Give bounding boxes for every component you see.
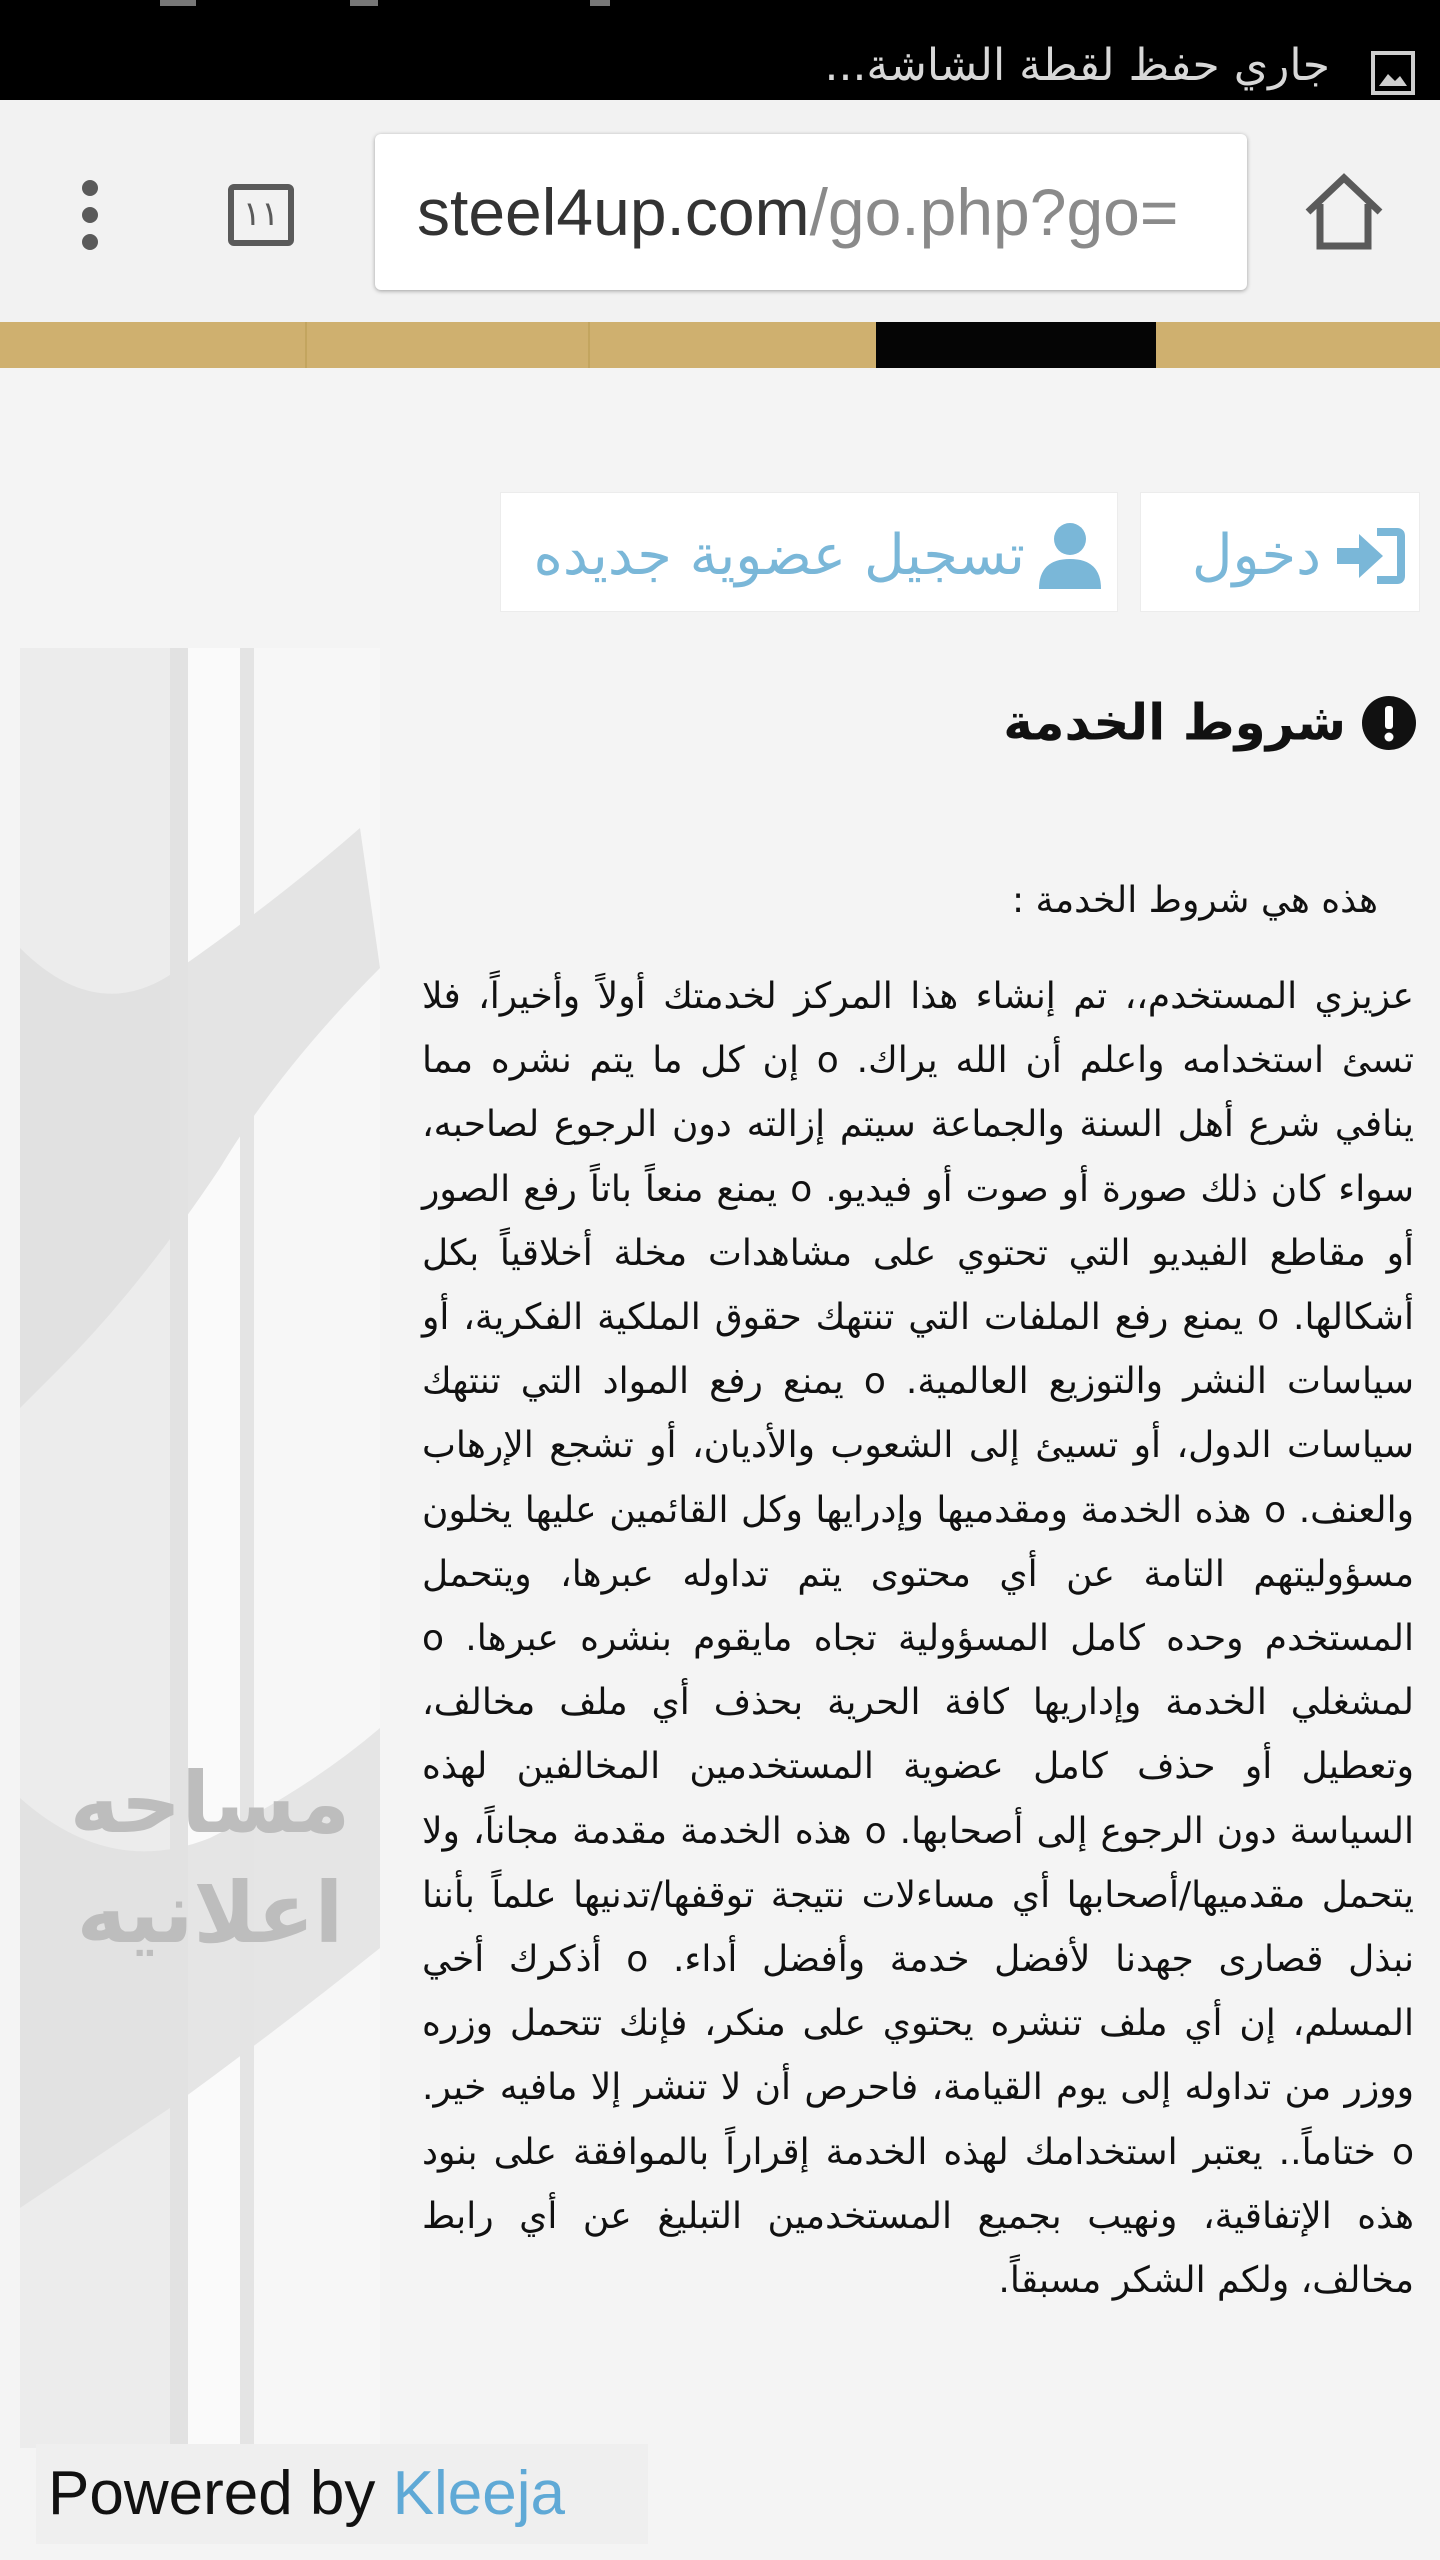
footer [36,2444,648,2544]
status-icons [160,0,660,10]
tab-switcher-button[interactable]: ١١ [228,184,294,246]
page-title [1003,690,1418,752]
ad-space [20,648,380,2448]
terms-body: عزيزي المستخدم،، تم إنشاء هذا المركز لخدمتك أولاً وأخيراً، فلا تسئ استخدامه واعلم أن الله يراك. o إن كل ما يتم نشره مما ينافي شرع أهل السنة والجماعة سيتم إزالته دون الرجوع لصاحبه، سواء كان ذلك صورة أو صوت أو فيديو. o يمنع منعاً باتاً رفع الصور أو مقاطع الفيديو التي تحتوي على مشاهدات مخلة أخلاقياً بكل أشكالها. o يمنع رفع الملفات التي تنتهك حقوق الملكية الفكرية، أو سياسات النشر والتوزيع العالمية. o يمنع رفع المواد التي تنتهك سياسات الدول، أو تسيئ إلى الشعوب والأديان، أو تشجع الإرهاب والعنف. o هذه الخدمة ومقدميها وإدرايها وكل القائمين عليها يخلون مسؤوليتهم التامة عن أي محتوى يتم تداوله عبرها، ويتحمل المستخدم وحده كامل المسؤولية تجاه مايقوم بنشره عبرها. o لمشغلي الخدمة وإداريها كافة الحرية بحذف أي ملف مخالف، وتعطيل أو حذف كامل عضوية المستخدمين المخالفين لهذه السياسة دون الرجوع إلى أصحابها. o هذه الخدمة مقدمة مجاناً، ولا يتحمل مقدميها/أصحابها أي مساءلات نتيجة توقفها/تدنيها علماً بأننا نبذل قصارى جهدنا لأفضل خدمة وأفضل أداء. o أذكرك أخي المسلم، إن أي ملف تنشره يحتوي على منكر، فإنك تتحمل وزره ووزر من تداوله إلى يوم القيامة، فاحرص أن لا تنشر إلا مافيه خير. o ختاماً.. يعتبر استخدامك لهذه الخدمة إقراراً بالموافقة على بنود هذه الإتفاقية، ونهيب بجميع المستخدمين التبليغ عن أي رابط مخالف، ولكم الشكر مسبقاً. [422,976,1415,2302]
home-icon[interactable] [1300,168,1388,256]
url-domain: steel4up.com [417,175,810,249]
ad-background-graphic [20,648,380,2448]
image-icon [1370,50,1416,96]
url-path: /go.php?go= [809,175,1179,249]
powered-by-text: Powered by [48,2459,376,2528]
user-icon [1037,521,1103,591]
site-bar-active-segment [876,322,1156,368]
login-button[interactable] [1140,492,1420,612]
screenshot-saving-notification: جاري حفظ لقطة الشاشة... [824,40,1330,91]
site-bar-divider [588,322,590,368]
register-label: تسجيل عضوية جديده [533,522,1025,588]
address-bar[interactable] [375,134,1247,290]
site-top-bar [0,322,1440,368]
terms-intro: هذه هي شروط الخدمة : [1011,880,1378,921]
url-text [417,174,1178,250]
exclamation-circle-icon [1360,694,1418,752]
sign-in-icon [1333,526,1405,586]
page-title-text: شروط الخدمة [1003,693,1346,752]
site-bar-divider [305,322,307,368]
register-button[interactable] [500,492,1118,612]
more-vert-icon[interactable] [60,170,120,260]
login-label: دخول [1191,522,1321,588]
status-bar [0,0,1440,100]
kleeja-link[interactable]: Kleeja [392,2459,566,2528]
ad-placeholder-text: مساحه اعلانيه [69,1754,351,1962]
